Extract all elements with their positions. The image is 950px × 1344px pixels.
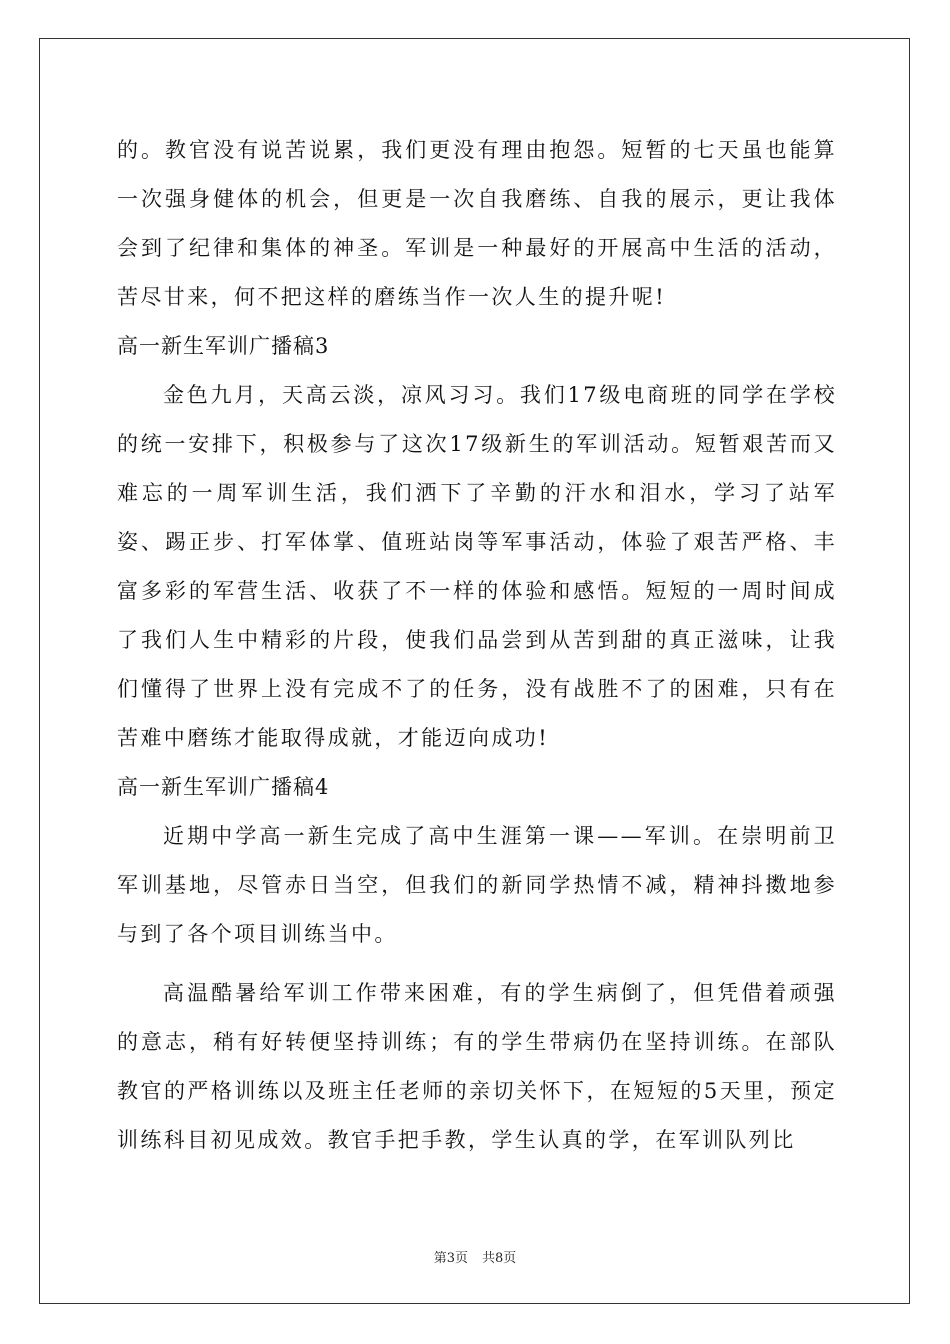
paragraph: 的。教官没有说苦说累，我们更没有理由抱怨。短暂的七天虽也能算一次强身健体的机会，但更是一次自我磨练、自我的展示，更让我体会到了纪律和集体的神圣。军训是一种最好的开展高中生活的活动，苦尽甘来，何不把这样的磨练当作一次人生的提升呢! bbox=[117, 138, 837, 309]
section-heading: 高一新生军训广播稿4 bbox=[117, 775, 330, 799]
page-number: 第3页 bbox=[433, 1251, 468, 1266]
paragraph: 高温酷暑给军训工作带来困难，有的学生病倒了，但凭借着顽强的意志，稍有好转便坚持训练；有的学生带病仍在坚持训练。在部队教官的严格训练以及班主任老师的亲切关怀下，在短短的5天里，预定训练科目初见成效。教官手把手教，学生认真的学，在军训队列比 bbox=[117, 981, 837, 1152]
document-body bbox=[117, 126, 837, 1165]
paragraph: 近期中学高一新生完成了高中生涯第一课——军训。在崇明前卫军训基地，尽管赤日当空，但我们的新同学热情不减，精神抖擞地参与到了各个项目训练当中。 bbox=[117, 824, 837, 946]
page-total: 共8页 bbox=[482, 1251, 517, 1266]
paragraph: 金色九月，天高云淡，凉风习习。我们17级电商班的同学在学校的统一安排下，积极参与了这次17级新生的军训活动。短暂艰苦而又难忘的一周军训生活，我们洒下了辛勤的汗水和泪水，学习了站军姿、踢正步、打军体掌、值班站岗等军事活动，体验了艰苦严格、丰富多彩的军营生活、收获了不一样的体验和感悟。短短的一周时间成了我们人生中精彩的片段，使我们品尝到从苦到甜的真正滋味，让我们懂得了世界上没有完成不了的任务，没有战胜不了的困难，只有在苦难中磨练才能取得成就，才能迈向成功! bbox=[117, 383, 837, 750]
page-footer bbox=[0, 1247, 950, 1266]
section-heading: 高一新生军训广播稿3 bbox=[117, 334, 330, 358]
